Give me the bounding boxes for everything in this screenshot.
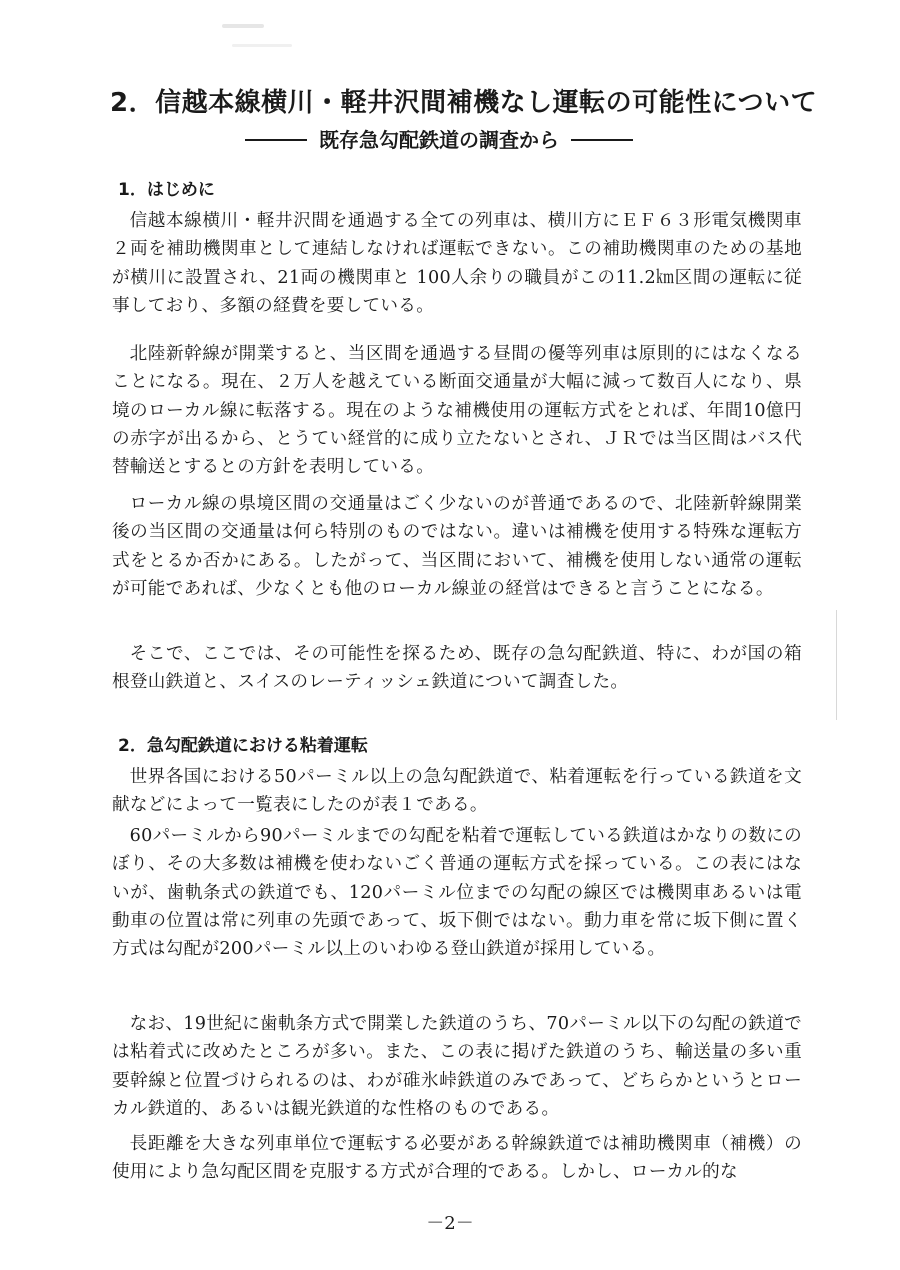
paragraph: 世界各国における50パーミル以上の急勾配鉄道で、粘着運転を行っている鉄道を文献などによって一覧表にしたのが表１である。 <box>112 767 802 816</box>
document-title: 2．信越本線横川・軽井沢間補機なし運転の可能性について <box>110 88 818 118</box>
subtitle-dash-right <box>571 139 633 141</box>
subtitle-text: 既存急勾配鉄道の調査から <box>319 128 559 152</box>
scan-margin-line <box>836 610 837 720</box>
paragraph: そこで、ここでは、その可能性を探るため、既存の急勾配鉄道、特に、わが国の箱根登山鉄道と、スイスのレーティッシェ鉄道について調査した。 <box>112 644 802 693</box>
paragraph: ローカル線の県境区間の交通量はごく少ないのが普通であるので、北陸新幹線開業後の当区間の交通量は何ら特別のものではない。違いは補機を使用する特殊な運転方式をとるか否かにある。したがって、当区間において、補機を使用しない通常の運転が可能であれば、少なくとも他のローカル線並の経営はできると言うことになる。 <box>112 494 802 599</box>
paragraph: 60パーミルから90パーミルまでの勾配を粘着で運転している鉄道はかなりの数にのぼり、その大多数は補機を使わないごく普通の運転方式を採っている。この表にはないが、歯軌条式の鉄道でも、120パーミル位までの勾配の線区では機関車あるいは電動車の位置は常に列車の先頭であって、坂下側ではない。動力車を常に坂下側に置く方式は勾配が200パーミル以上のいわゆる登山鉄道が採用している。 <box>112 826 802 960</box>
section-heading: 2．急勾配鉄道における粘着運転 <box>118 736 368 756</box>
subtitle-dash-left <box>245 139 307 141</box>
section-heading: 1．はじめに <box>118 180 215 200</box>
paragraph: 北陸新幹線が開業すると、当区間を通過する昼間の優等列車は原則的にはなくなることになる。現在、２万人を越えている断面交通量が大幅に減って数百人になり、県境のローカル線に転落する。現在のような補機使用の運転方式をとれば、年間10億円の赤字が出るから、とうてい経営的に成り立たないとされ、ＪＲでは当区間はバス代替輸送とするとの方針を表明している。 <box>112 344 802 478</box>
scan-artifact <box>232 44 292 47</box>
paragraph: 信越本線横川・軽井沢間を通過する全ての列車は、横川方にＥＦ６３形電気機関車２両を補助機関車として連結しなければ運転できない。この補助機関車のための基地が横川に設置され、21両の機関車と 100人余りの職員がこの11.2㎞区間の運転に従事しており、多額の経費を要している。 <box>112 211 802 316</box>
paragraph: なお、19世紀に歯軌条方式で開業した鉄道のうち、70パーミル以下の勾配の鉄道では粘着式に改めたところが多い。また、この表に掲げた鉄道のうち、輸送量の多い重要幹線と位置づけられるのは、わが碓氷峠鉄道のみであって、どちらかというとローカル鉄道的、あるいは観光鉄道的な性格のものである。 <box>112 1014 802 1119</box>
document-subtitle <box>245 126 685 154</box>
page-number: －2－ <box>426 1213 474 1234</box>
paragraph: 長距離を大きな列車単位で運転する必要がある幹線鉄道では補助機関車（補機）の使用により急勾配区間を克服する方式が合理的である。しかし、ローカル的な <box>112 1134 802 1183</box>
scan-artifact <box>222 24 264 28</box>
